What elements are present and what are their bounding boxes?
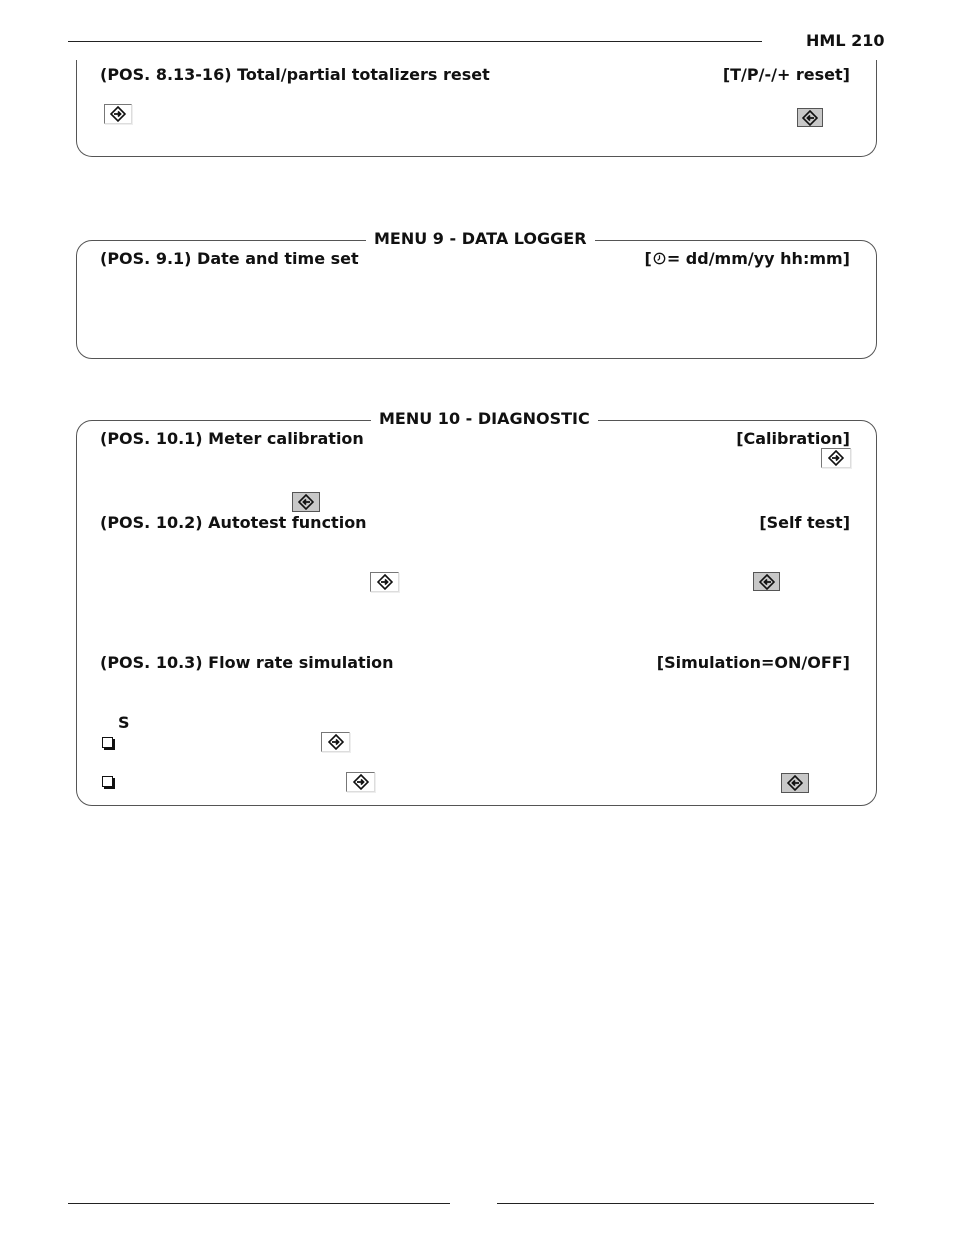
- menu-9-heading: MENU 9 - DATA LOGGER: [366, 229, 595, 248]
- enter-key-icon: [370, 572, 399, 592]
- menu-10-item-3-code: [Simulation=ON/OFF]: [656, 653, 850, 672]
- menu-10-item-2-title: (POS. 10.2) Autotest function: [100, 513, 367, 532]
- code-rest: = dd/mm/yy hh:mm]: [666, 249, 850, 268]
- menu-10-box: [76, 420, 877, 806]
- section-8-code: [T/P/-/+ reset]: [722, 65, 850, 84]
- menu-10-item-1-title: (POS. 10.1) Meter calibration: [100, 429, 364, 448]
- menu-10-item-1-code: [Calibration]: [736, 429, 850, 448]
- enter-key-icon: [346, 772, 375, 792]
- checkbox-bullet-icon: [102, 737, 113, 748]
- escape-key-icon: [753, 572, 780, 591]
- enter-key-icon: [321, 732, 350, 752]
- model-title: HML 210: [806, 31, 885, 50]
- menu-10-item-2-code: [Self test]: [759, 513, 850, 532]
- checkbox-bullet-icon: [102, 776, 113, 787]
- escape-key-icon: [781, 773, 809, 793]
- enter-key-icon: [821, 448, 851, 468]
- enter-key-icon: [104, 104, 132, 124]
- section-8-title: (POS. 8.13-16) Total/partial totalizers reset: [100, 65, 490, 84]
- menu-10-heading: MENU 10 - DIAGNOSTIC: [371, 409, 598, 428]
- sub-letter: S: [118, 713, 130, 732]
- escape-key-icon: [292, 492, 320, 512]
- footer-rule-right: [497, 1203, 874, 1204]
- footer-rule-left: [68, 1203, 450, 1204]
- menu-9-item-1-title: (POS. 9.1) Date and time set: [100, 249, 359, 268]
- menu-9-item-1-code: [645, 249, 851, 268]
- header-rule: [68, 41, 762, 42]
- menu-10-item-3-title: (POS. 10.3) Flow rate simulation: [100, 653, 394, 672]
- escape-key-icon: [797, 108, 823, 127]
- clock-icon: [653, 252, 666, 265]
- code-open-bracket: [: [644, 249, 652, 268]
